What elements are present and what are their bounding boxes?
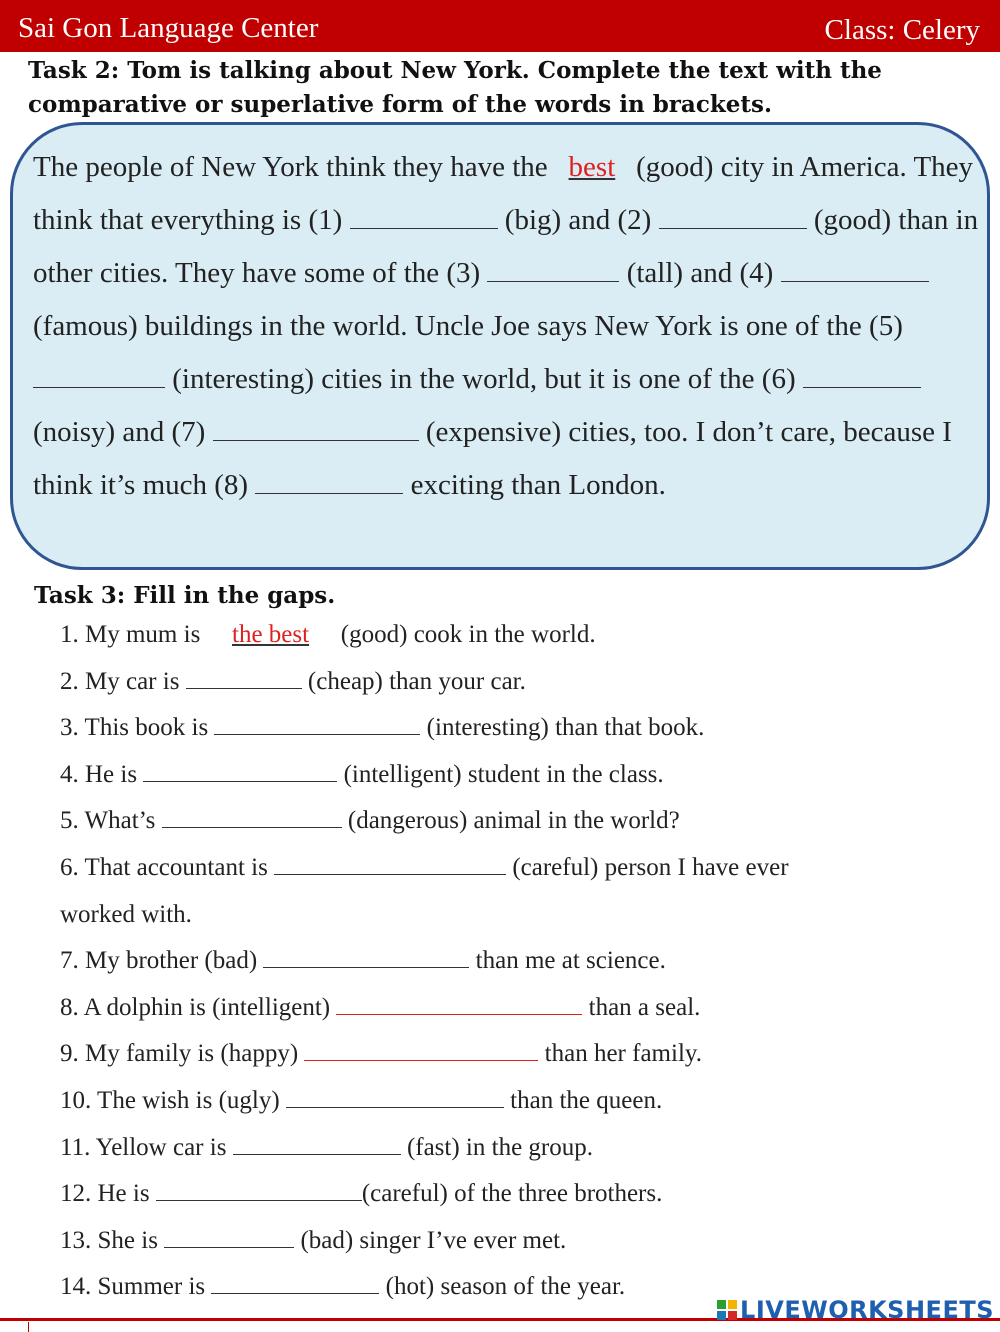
list-item — [60, 845, 960, 892]
answer-gap[interactable] — [304, 1040, 538, 1061]
list-item — [60, 985, 960, 1032]
footer-tick — [28, 1322, 29, 1332]
item-text: (cheap) than your car. — [301, 667, 526, 695]
task2-paragraph — [33, 141, 983, 512]
text-segment: (good) than in other cities. They have some of the (3) — [33, 204, 979, 289]
task3-list — [60, 612, 960, 1311]
answer-gap[interactable] — [143, 761, 337, 782]
text-segment: (good) city in America. They think that everything is (1) — [33, 151, 974, 236]
liveworksheets-logo — [716, 1296, 994, 1324]
item-text: than her family. — [538, 1040, 703, 1068]
answer-gap[interactable] — [211, 1273, 379, 1294]
text-segment: (expensive) cities, too. I don’t care, because I think it’s much (8) — [33, 416, 952, 501]
list-item — [60, 1125, 960, 1172]
answer-gap[interactable] — [233, 1134, 401, 1155]
gap-8[interactable] — [255, 469, 403, 494]
item-text: 2. My car is — [60, 667, 186, 695]
item-text: 1. My mum is — [60, 621, 207, 648]
item-text: (good) cook in the world. — [334, 621, 596, 648]
gap-1[interactable] — [350, 204, 498, 229]
text-segment: (noisy) and (7) — [33, 416, 213, 448]
answer-gap[interactable] — [162, 807, 342, 828]
liveworksheets-icon — [716, 1299, 738, 1321]
gap-2[interactable] — [659, 204, 807, 229]
item-text: (intelligent) student in the class. — [337, 760, 664, 788]
list-item — [60, 612, 960, 659]
item-text: (bad) singer I’ve ever met. — [294, 1226, 567, 1254]
answer-gap[interactable] — [286, 1087, 504, 1108]
item-text: (interesting) than that book. — [420, 714, 705, 742]
logo-text: LIVEWORKSHEETS — [740, 1296, 994, 1324]
gap-3[interactable] — [487, 257, 619, 282]
item-text: worked with. — [60, 900, 192, 928]
example-answer: best — [568, 151, 616, 183]
item-text: (careful) person I have ever — [506, 853, 789, 881]
item-text: 3. This book is — [60, 714, 215, 742]
item-text: 7. My brother (bad) — [60, 947, 264, 975]
example-answer: the best — [232, 621, 310, 648]
answer-gap[interactable] — [214, 714, 420, 735]
item-text: 14. Summer is — [60, 1273, 212, 1301]
item-text: 10. The wish is (ugly) — [60, 1086, 286, 1114]
class-label: Class: Celery — [824, 14, 980, 46]
item-text: 12. He is — [60, 1180, 156, 1208]
item-text: 9. My family is (happy) — [60, 1040, 305, 1068]
answer-gap[interactable] — [274, 854, 506, 875]
text-segment: (tall) and (4) — [619, 257, 781, 289]
item-text: 4. He is — [60, 760, 144, 788]
text-segment: (big) and (2) — [497, 204, 659, 236]
list-item — [60, 705, 960, 752]
gap-7[interactable] — [213, 416, 419, 441]
text-segment: exciting than London. — [403, 469, 666, 501]
gap-4[interactable] — [781, 257, 929, 282]
item-text: than me at science. — [469, 947, 666, 975]
header-bar — [0, 0, 1000, 52]
list-item — [60, 798, 960, 845]
item-text: than the queen. — [503, 1086, 663, 1114]
item-text: 6. That accountant is — [60, 853, 275, 881]
answer-gap[interactable] — [336, 994, 582, 1015]
list-item — [60, 1031, 960, 1078]
item-text: 11. Yellow car is — [60, 1133, 233, 1161]
text-segment: (interesting) cities in the world, but it is one of the (6) — [165, 363, 803, 395]
item-text: 5. What’s — [60, 807, 162, 835]
answer-gap[interactable] — [186, 668, 302, 689]
school-name: Sai Gon Language Center — [18, 12, 319, 44]
list-item — [60, 1078, 960, 1125]
item-text: (fast) in the group. — [400, 1133, 593, 1161]
item-text: 13. She is — [60, 1226, 165, 1254]
list-item — [60, 1218, 960, 1265]
list-item — [60, 752, 960, 799]
item-text: (hot) season of the year. — [379, 1273, 626, 1301]
answer-gap[interactable] — [263, 947, 469, 968]
task2-text-box — [10, 122, 990, 570]
list-item — [60, 892, 960, 939]
gap-6[interactable] — [803, 363, 921, 388]
item-text: (careful) of the three brothers. — [361, 1180, 663, 1208]
item-text: 8. A dolphin is (intelligent) — [60, 993, 337, 1021]
list-item — [60, 938, 960, 985]
answer-gap[interactable] — [156, 1180, 362, 1201]
text-segment: The people of New York think they have the — [33, 151, 555, 183]
task3-title: Task 3: Fill in the gaps. — [34, 582, 336, 609]
list-item — [60, 659, 960, 706]
answer-gap[interactable] — [164, 1227, 294, 1248]
item-text: (dangerous) animal in the world? — [341, 807, 680, 835]
gap-5[interactable] — [33, 363, 165, 388]
task2-title: Task 2: Tom is talking about New York. Complete the text with the comparative or superlative form of the words in brackets. — [28, 57, 882, 118]
list-item — [60, 1171, 960, 1218]
item-text: than a seal. — [582, 993, 701, 1021]
text-segment: (famous) buildings in the world. Uncle Joe says New York is one of the (5) — [33, 310, 903, 342]
